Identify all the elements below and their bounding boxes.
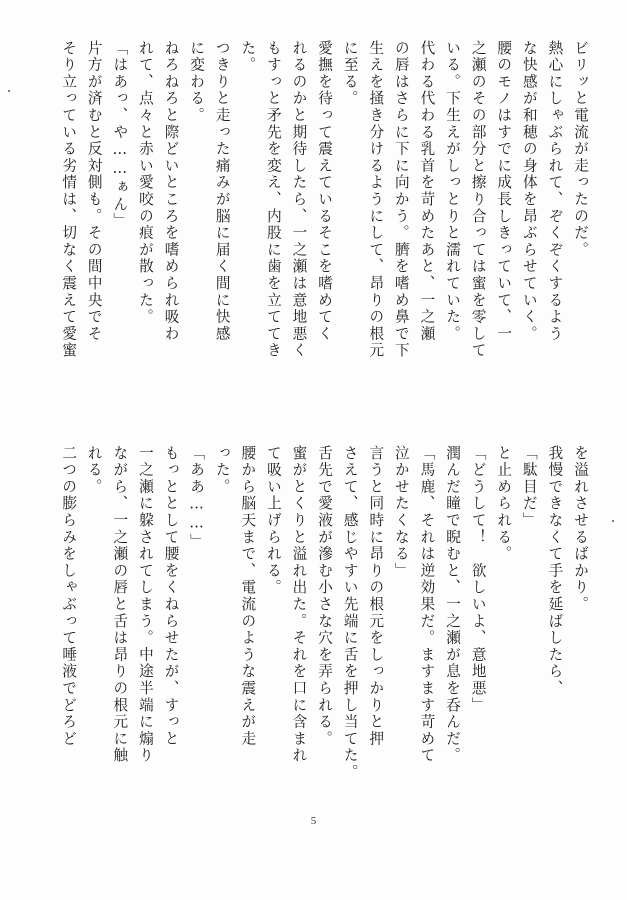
- lower-text-line: さえて、感じやすい先端に舌を押し当てた。: [341, 445, 359, 781]
- lower-text-line: 蜜がとくりと溢れ出た。それを口に含まれ: [290, 445, 308, 765]
- lower-text-line: もっととして腰をくねらせたが、すっと: [162, 445, 180, 748]
- upper-text-line: そり立っている劣情は、切なく震えて愛蜜: [60, 40, 78, 360]
- upper-text-line: 生えを掻き分けるようにして、昂りの根元: [367, 40, 385, 360]
- lower-text-line: 一之瀬に躱されてしまう。中途半端に煽り: [136, 445, 154, 765]
- lower-text-line: ながら、一之瀬の唇と舌は昂りの根元に触: [111, 445, 129, 765]
- scan-speck: [8, 90, 10, 92]
- upper-text-line: もすっと矛先を変え、内股に歯を立ててき: [264, 40, 282, 360]
- upper-text-line: つきりと走った痛みが脳に届く間に快感: [213, 40, 231, 343]
- lower-text-line: れる。: [85, 445, 103, 496]
- upper-text-block: [56, 40, 593, 435]
- scan-speck: [612, 520, 614, 522]
- lower-text-line: 言うと同時に昂りの根元をしっかりと押: [367, 445, 385, 748]
- upper-text-line: れるのかと期待したら、一之瀬は意地悪く: [290, 40, 308, 360]
- upper-text-line: いる。下生えがしっとりと濡れていた。: [444, 40, 462, 343]
- upper-text-line: に至る。: [341, 40, 359, 108]
- lower-text-line: を溢れさせるばかり。: [572, 445, 589, 613]
- lower-text-line: った。: [213, 445, 231, 496]
- upper-text-line: た。: [239, 40, 257, 74]
- upper-text-line: の唇はさらに下に向かう。臍を嗜め鼻で下: [392, 40, 410, 360]
- lower-text-line: と止められる。: [495, 445, 513, 563]
- upper-text-line: 熱心にしゃぶられて、ぞくぞくするよう: [546, 40, 564, 343]
- lower-text-line: 二つの膨らみをしゃぶって唾液でどろど: [60, 445, 78, 748]
- upper-text-line: 代わる代わる乳首を苛めたあと、一之瀬: [418, 40, 436, 343]
- upper-text-line: れて、点々と赤い愛咬の痕が散った。: [136, 40, 154, 326]
- upper-text-line: 腰のモノはすでに成長しきっていて、一: [495, 40, 513, 343]
- upper-text-line: 愛撫を待って震えているそこを嗜めてく: [316, 40, 334, 343]
- lower-text-block: [56, 445, 593, 840]
- upper-text-line: 之瀬のその部分と擦り合っては蜜を零して: [469, 40, 487, 360]
- page-number: 5: [310, 815, 317, 827]
- lower-text-line: 潤んだ瞳で睨むと、一之瀬が息を呑んだ。: [444, 445, 462, 765]
- upper-text-line: な快感が和穂の身体を昂ぶらせていく。: [520, 40, 538, 343]
- lower-text-line: 「どうして！ 欲しいよ、意地悪」: [469, 445, 487, 714]
- lower-text-line: 「駄目だ」: [520, 445, 538, 529]
- upper-text-line: に変わる。: [188, 40, 206, 124]
- lower-text-line: 「ああ……」: [188, 445, 206, 551]
- upper-text-line: ビリッと電流が走ったのだ。: [572, 40, 589, 259]
- lower-text-line: 泣かせたくなる」: [392, 445, 410, 580]
- lower-text-line: 我慢できなくて手を延ばしたら、: [546, 445, 564, 697]
- lower-text-line: て吸い上げられる。: [264, 445, 282, 597]
- upper-text-line: ねろねろと際どいところを嗜められ吸わ: [162, 40, 180, 343]
- lower-text-line: 舌先で愛液が滲む小さな穴を弄られる。: [316, 445, 334, 748]
- upper-text-line: 「はあっ、や……ぁん」: [111, 40, 129, 230]
- lower-text-line: 「馬鹿、それは逆効果だ。ますます苛めて: [418, 445, 436, 765]
- upper-text-line: 片方が済むと反対側も。その間中央でそ: [85, 40, 103, 343]
- lower-text-line: 腰から脳天まで、電流のような震えが走: [239, 445, 257, 748]
